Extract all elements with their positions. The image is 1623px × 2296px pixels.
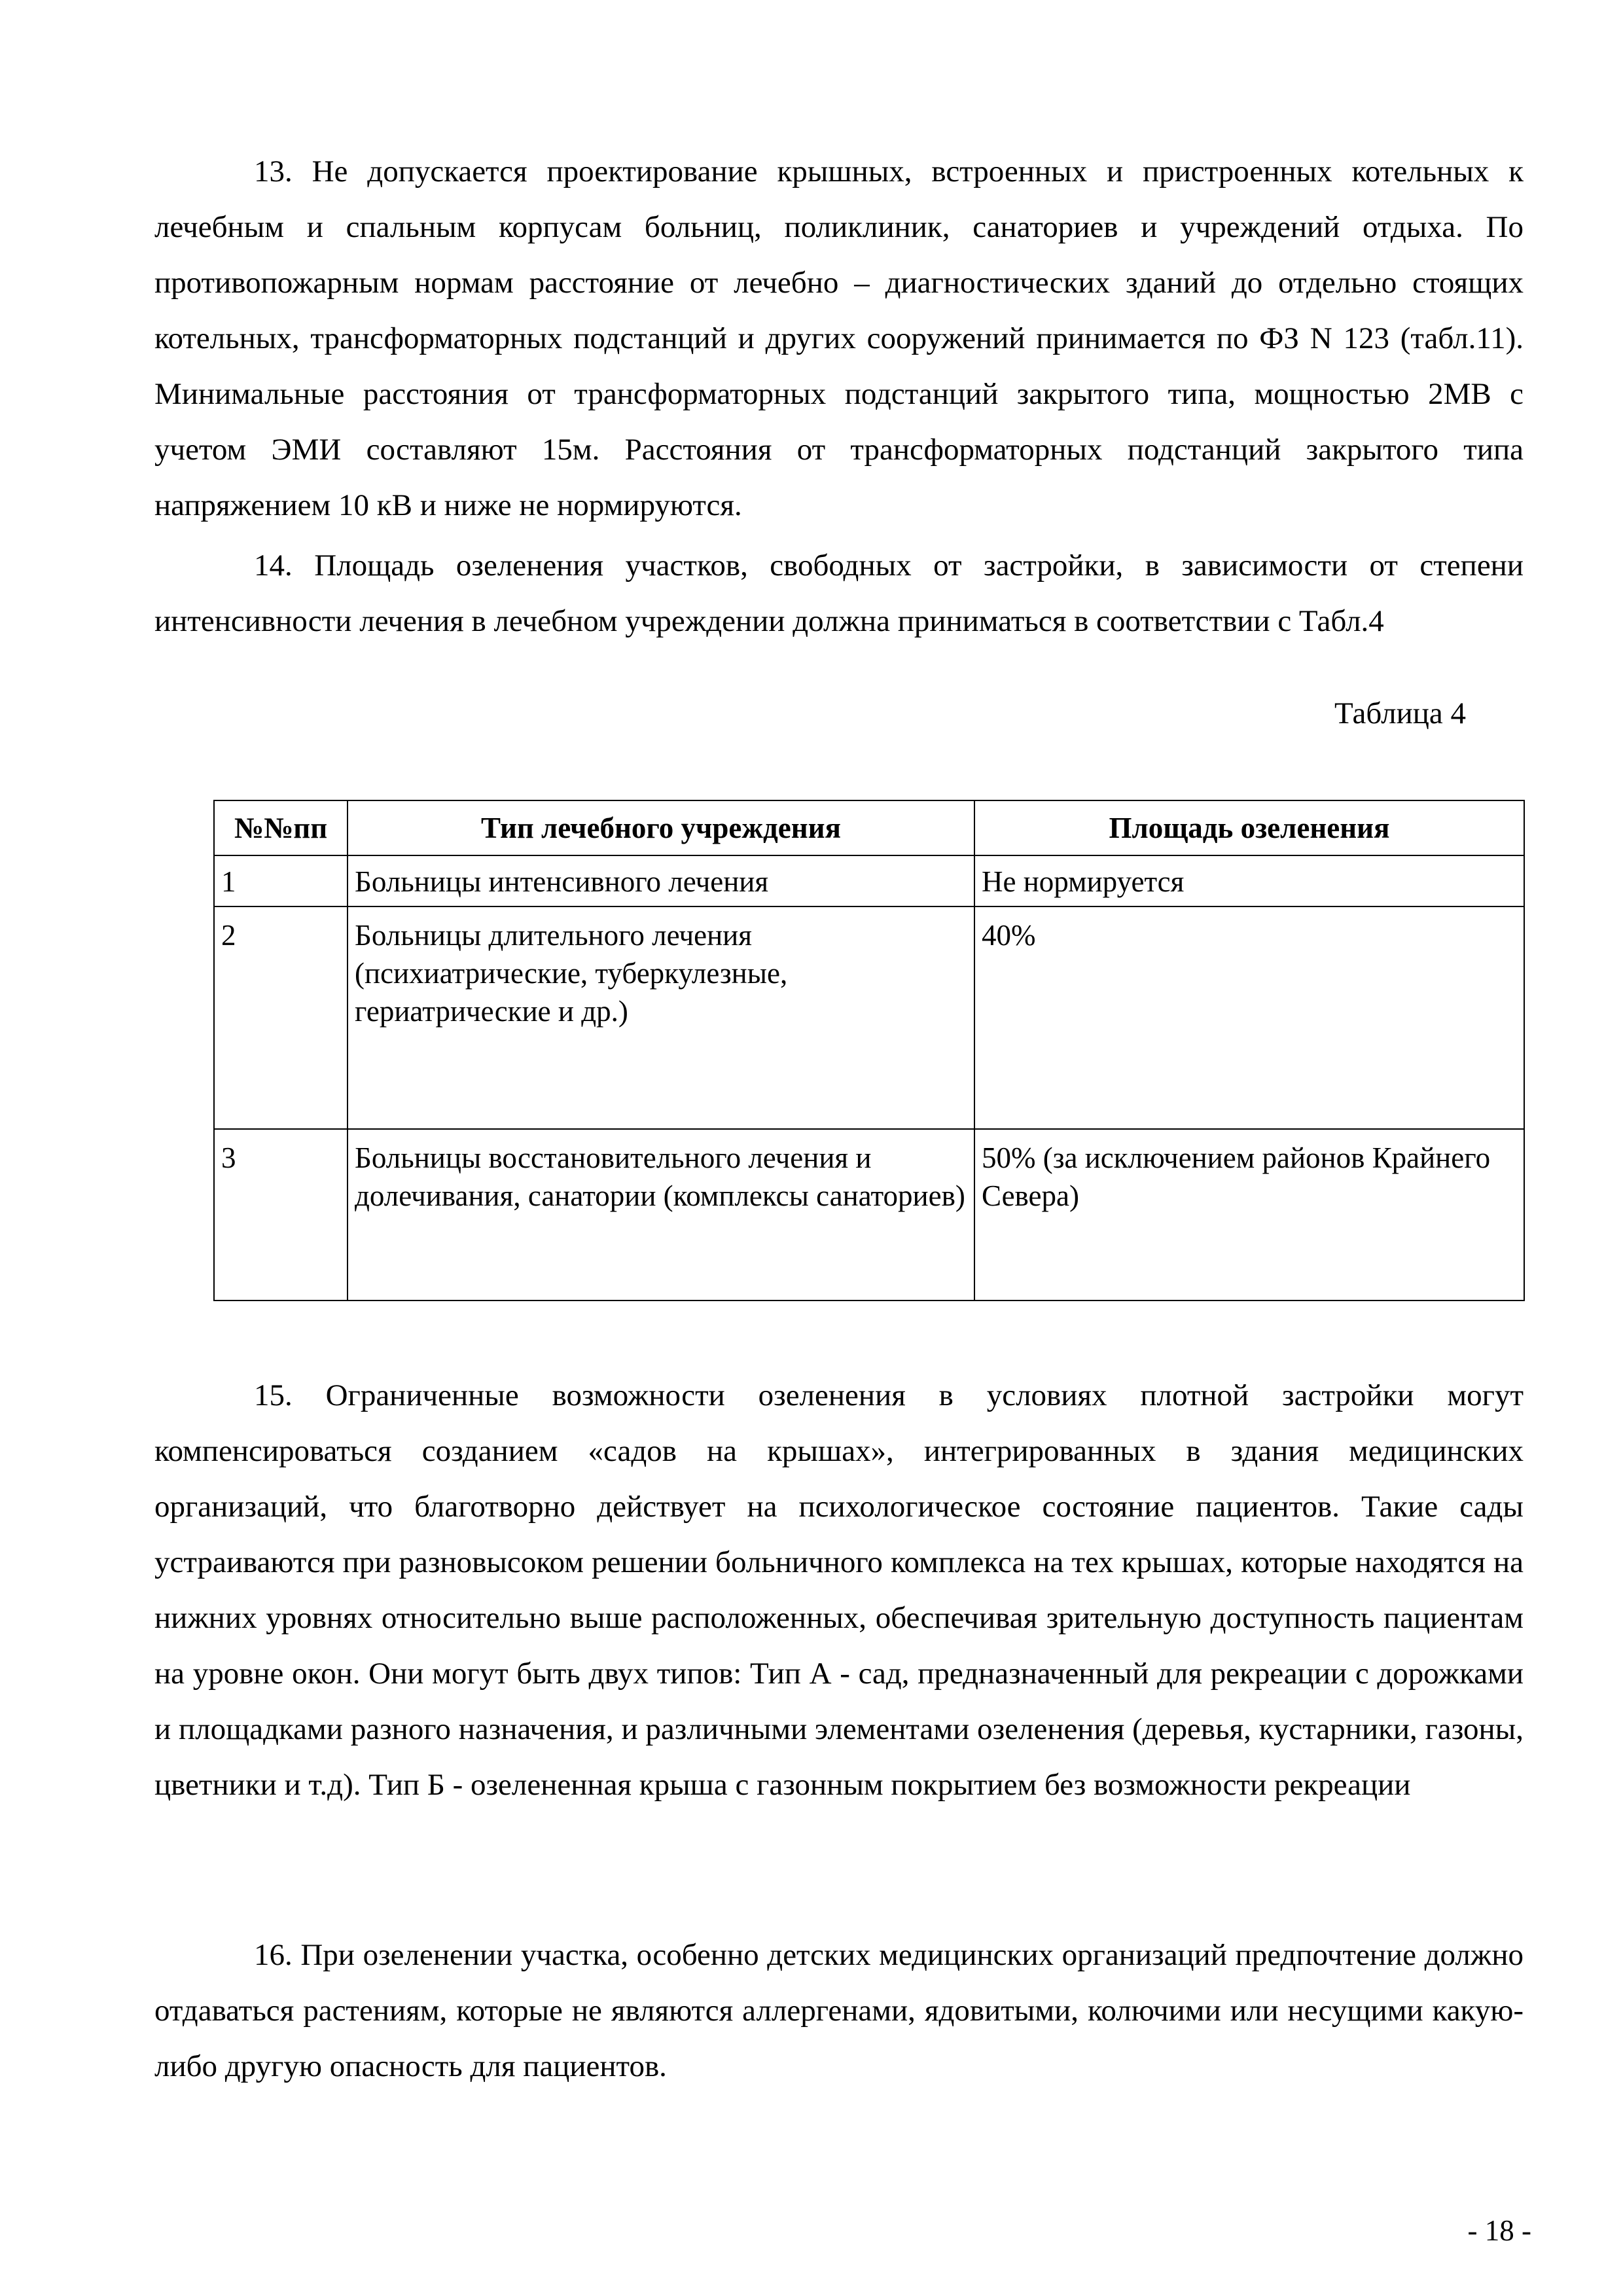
- paragraph-16: 16. При озеленении участка, особенно детских медицинских организаций предпочтение должно отдаваться растениям, которые не являются аллергенами, ядовитыми, колючими или несущими какую-либо другую опасность для пациентов.: [154, 1938, 1524, 2083]
- cell-greening-area: 40%: [974, 906, 1524, 1129]
- cell-institution-type: Больницы интенсивного лечения: [348, 855, 974, 906]
- cell-number: 3: [214, 1129, 348, 1300]
- greening-area-table: [213, 800, 1525, 1301]
- table-header-row: [214, 800, 1524, 855]
- paragraph-14: 14. Площадь озеленения участков, свободных от застройки, в зависимости от степени интенсивности лечения в лечебном учреждении должна приниматься в соответствии с Табл.4: [154, 548, 1524, 638]
- table-caption: Таблица 4: [1334, 696, 1466, 730]
- header-number: №№пп: [214, 800, 348, 855]
- cell-greening-area: 50% (за исключением районов Крайнего Севера): [974, 1129, 1524, 1300]
- page-number: - 18 -: [1467, 2214, 1531, 2247]
- paragraph-15: 15. Ограниченные возможности озеленения в условиях плотной застройки могут компенсироваться созданием «садов на крышах», интегрированных в здания медицинских организаций, что благотворно действует на психологическое состояние пациентов. Такие сады устраиваются при разновысоком решении больничного комплекса на тех крышах, которые находятся на нижних уровнях относительно выше расположенных, обеспечивая зрительную доступность пациентам на уровне окон. Они могут быть двух типов: Тип А - сад, предназначенный для рекреации с дорожками и площадками разного назначения, и различными элементами озеленения (деревья, кустарники, газоны, цветники и т.д). Тип Б - озелененная крыша с газонным покрытием без возможности рекреации: [154, 1378, 1524, 1802]
- cell-institution-type: Больницы восстановительного лечения и долечивания, санатории (комплексы санаториев): [348, 1129, 974, 1300]
- header-institution-type: Тип лечебного учреждения: [348, 800, 974, 855]
- table-row: [214, 855, 1524, 906]
- header-greening-area: Площадь озеленения: [974, 800, 1524, 855]
- paragraph-13: 13. Не допускается проектирование крышных, встроенных и пристроенных котельных к лечебным и спальным корпусам больниц, поликлиник, санаториев и учреждений отдыха. По противопожарным нормам расстояние от лечебно – диагностических зданий до отдельно стоящих котельных, трансформаторных подстанций и других сооружений принимается по ФЗ N 123 (табл.11). Минимальные расстояния от трансформаторных подстанций закрытого типа, мощностью 2МВ с учетом ЭМИ составляют 15м. Расстояния от трансформаторных подстанций закрытого типа напряжением 10 кВ и ниже не нормируются.: [154, 154, 1524, 522]
- cell-number: 2: [214, 906, 348, 1129]
- cell-greening-area: Не нормируется: [974, 855, 1524, 906]
- table-row: [214, 1129, 1524, 1300]
- cell-number: 1: [214, 855, 348, 906]
- cell-institution-type: Больницы длительного лечения (психиатрические, туберкулезные, гериатрические и др.): [348, 906, 974, 1129]
- table-row: [214, 906, 1524, 1129]
